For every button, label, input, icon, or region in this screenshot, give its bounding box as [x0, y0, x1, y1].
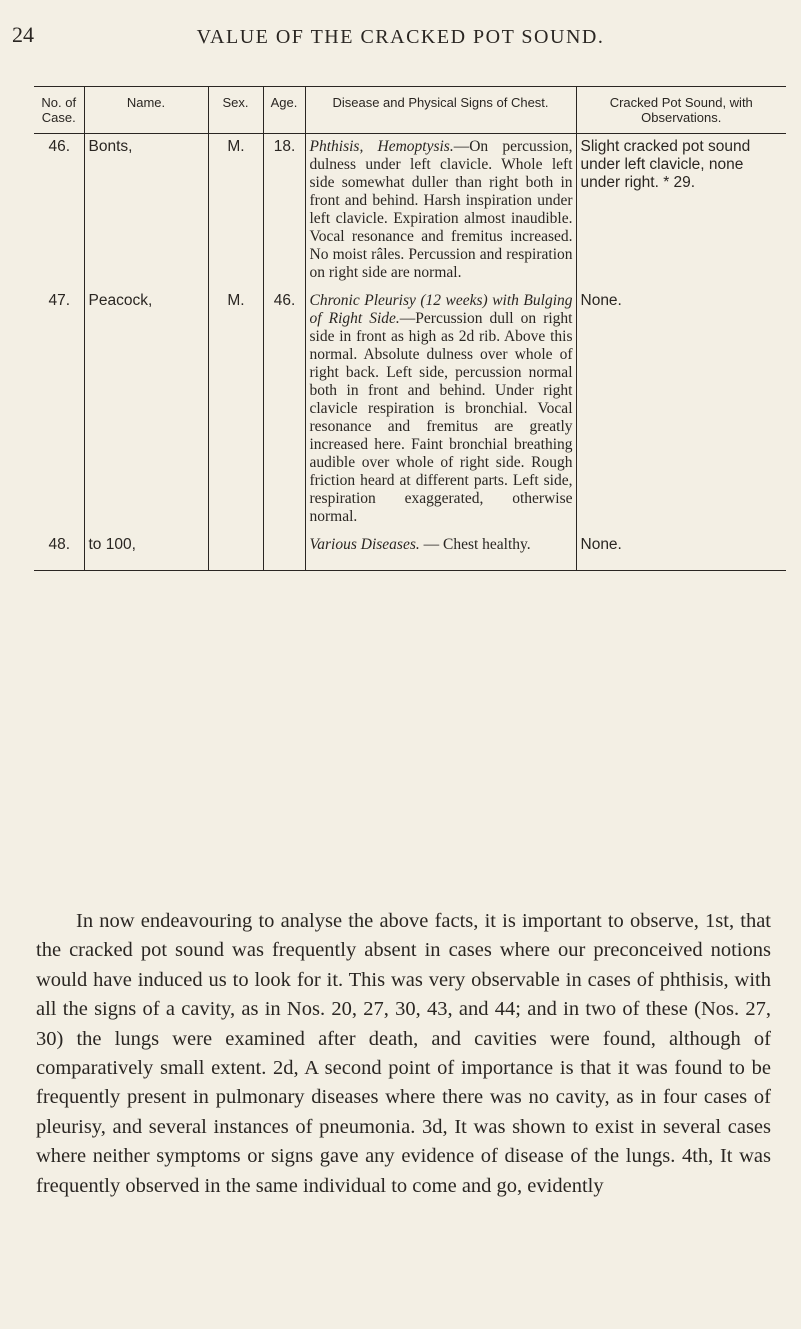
header-cracked-pot: Cracked Pot Sound, with Observations.: [576, 87, 786, 134]
disease-name: Various Diseases.: [309, 536, 420, 553]
table-row: [34, 134, 786, 289]
header-name: Name.: [84, 87, 208, 134]
header-case-number: No. of Case.: [34, 87, 84, 134]
disease-signs: [305, 288, 576, 532]
patient-name: Bonts,: [84, 134, 208, 289]
case-number: 48.: [34, 532, 84, 571]
patient-name: to 100,: [84, 532, 208, 571]
running-head: VALUE OF THE CRACKED POT SOUND.: [196, 26, 605, 48]
patient-sex: M.: [208, 134, 263, 289]
disease-description: — Chest healthy.: [419, 536, 531, 553]
patient-sex: [208, 532, 263, 571]
disease-name: Phthisis, Hemoptysis.: [309, 138, 454, 155]
table-header-row: [34, 87, 786, 134]
disease-description: —On percussion, dulness under left clavicle. Whole left side somewhat duller than right both in front and behind. Harsh inspiration under left clavicle. Expiration almost inaudible. Vocal resonance and fremitus increased. No moist râles. Percussion and respiration on right side are normal.: [309, 138, 573, 281]
header-disease: Disease and Physical Signs of Chest.: [305, 87, 576, 134]
header-age: Age.: [263, 87, 305, 134]
disease-signs: [305, 532, 576, 571]
cracked-pot-observation: None.: [576, 288, 786, 532]
disease-description: —Percussion dull on right side in front as high as 2d rib. Above this normal. Absolute dulness over whole of right back. Left side, percussion normal both in front and behind. Under right clavicle respiration is bronchial. Vocal resonance and fremitus are greatly increased here. Faint bronchial breathing audible over whole of right side. Rough friction heard at different parts. Left side, respiration exaggerated, otherwise normal.: [309, 310, 573, 525]
cracked-pot-observation: None.: [576, 532, 786, 571]
patient-sex: M.: [208, 288, 263, 532]
disease-name: Chronic Pleurisy (12 weeks) with Bulging of Right Side.: [309, 292, 573, 327]
patient-age: 18.: [263, 134, 305, 289]
case-table: [34, 86, 786, 571]
page-number: 24: [12, 22, 34, 47]
table-row: [34, 532, 786, 571]
case-number: 47.: [48, 292, 71, 309]
table-row: [34, 288, 786, 532]
body-paragraph: In now endeavouring to analyse the above facts, it is important to observe, 1st, that the cracked pot sound was frequently absent in cases where our preconceived notions would have induced us to look for it. This was very observable in cases of phthisis, with all the signs of a cavity, as in Nos. 20, 27, 30, 43, and 44; and in two of these (Nos. 27, 30) the lungs were examined after death, and cavities were found, although of comparatively small extent. 2d, A second point of importance is that it was found to be frequently present in pulmonary diseases where there was no cavity, as in four cases of pleurisy, and several instances of pneumonia. 3d, It was shown to exist in several cases where neither symptoms or signs gave any evidence of disease of the lungs. 4th, It was frequently observed in the same individual to come and go, evidently: [36, 910, 771, 1197]
patient-name: Peacock,: [84, 288, 208, 532]
patient-age: [263, 532, 305, 571]
case-number: 46.: [48, 138, 71, 155]
disease-signs: [305, 134, 576, 289]
patient-age: 46.: [263, 288, 305, 532]
header-sex: Sex.: [208, 87, 263, 134]
cracked-pot-observation: Slight cracked pot sound under left clavicle, none under right. * 29.: [576, 134, 786, 289]
